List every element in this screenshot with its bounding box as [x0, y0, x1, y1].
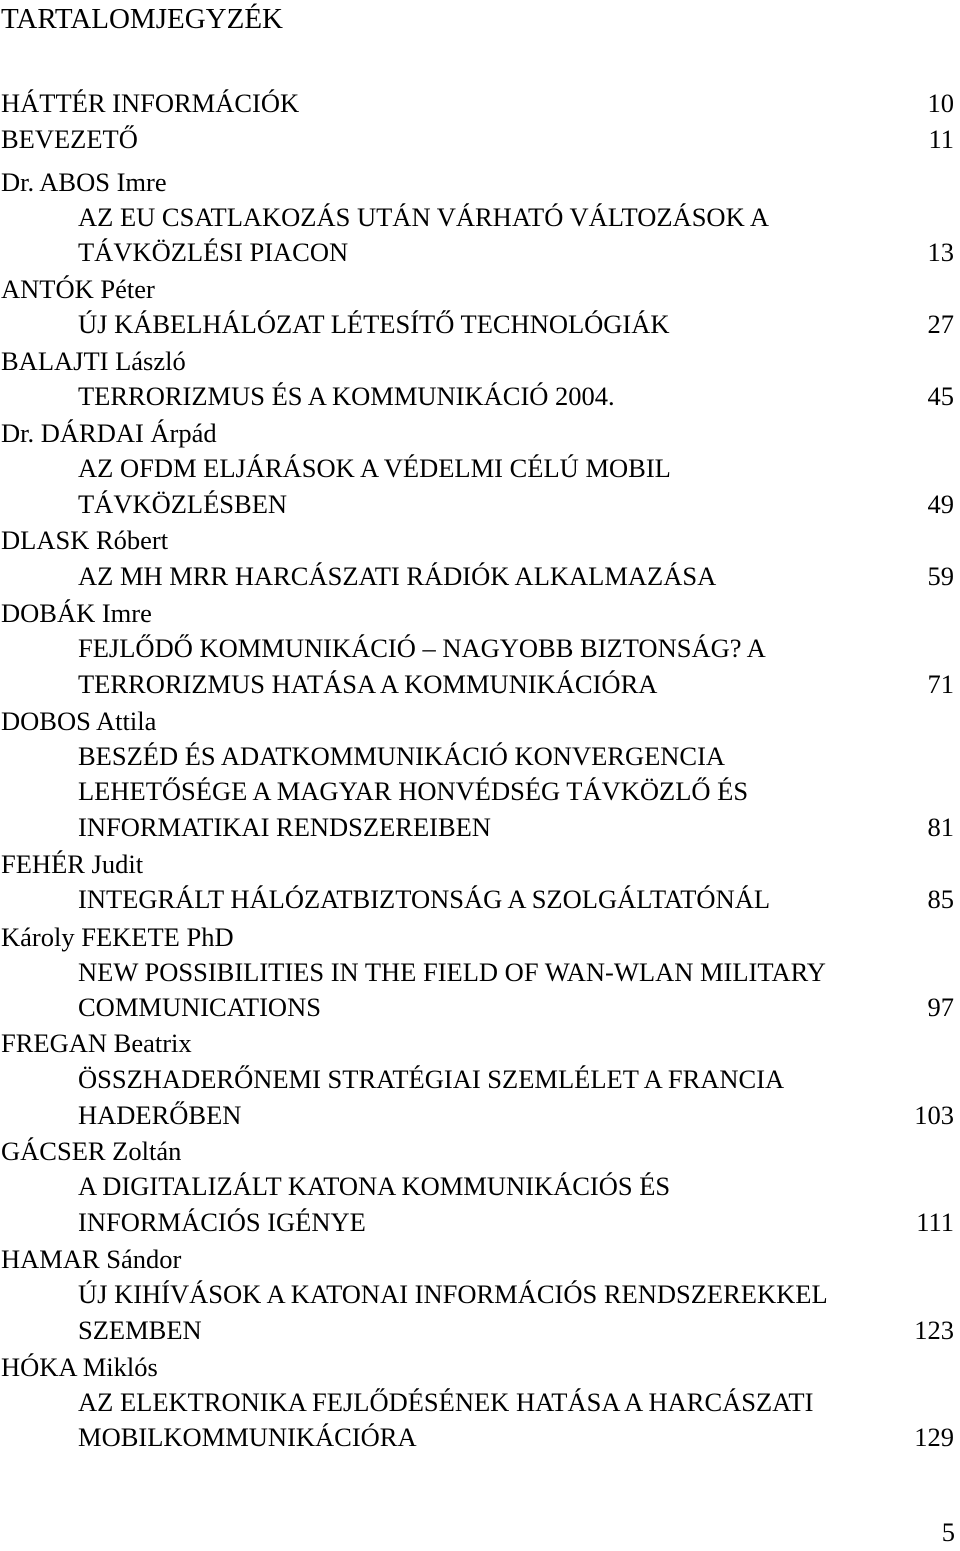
toc-page-number: 71	[927, 669, 954, 699]
toc-page-number: 111	[916, 1207, 954, 1237]
toc-page-number: 27	[927, 309, 954, 339]
toc-entry-title: TÁVKÖZLÉSBEN	[78, 489, 288, 519]
toc-entry-title: ÚJ KIHÍVÁSOK A KATONAI INFORMÁCIÓS RENDSZEREKKEL	[78, 1279, 828, 1309]
toc-author: Károly FEKETE PhD	[1, 922, 234, 952]
toc-author: GÁCSER Zoltán	[1, 1136, 182, 1166]
toc-entry-title: INFORMÁCIÓS IGÉNYE	[78, 1207, 366, 1237]
toc-entry-title: COMMUNICATIONS	[78, 992, 321, 1022]
toc-entry-title: A DIGITALIZÁLT KATONA KOMMUNIKÁCIÓS ÉS	[78, 1171, 671, 1201]
toc-entry-title: AZ OFDM ELJÁRÁSOK A VÉDELMI CÉLÚ MOBIL	[78, 453, 671, 483]
toc-page-number: 49	[927, 489, 954, 519]
toc-entry-title: TERRORIZMUS HATÁSA A KOMMUNIKÁCIÓRA	[78, 669, 658, 699]
toc-page-number: 85	[927, 884, 954, 914]
toc-page-number: 103	[914, 1100, 954, 1130]
toc-author: Dr. DÁRDAI Árpád	[1, 418, 217, 448]
toc-page-number: 10	[927, 88, 954, 118]
toc-entry-title: TERRORIZMUS ÉS A KOMMUNIKÁCIÓ 2004.	[78, 381, 615, 411]
toc-author: BEVEZETŐ	[1, 124, 138, 154]
toc-page-number: 45	[927, 381, 954, 411]
toc-entry-title: AZ EU CSATLAKOZÁS UTÁN VÁRHATÓ VÁLTOZÁSOK A	[78, 202, 770, 232]
toc-author: BALAJTI László	[1, 346, 186, 376]
toc-page-number: 97	[927, 992, 954, 1022]
toc-entry-title: INTEGRÁLT HÁLÓZATBIZTONSÁG A SZOLGÁLTATÓNÁL	[78, 884, 771, 914]
toc-author: ANTÓK Péter	[1, 274, 155, 304]
toc-entry-title: BESZÉD ÉS ADATKOMMUNIKÁCIÓ KONVERGENCIA	[78, 741, 726, 771]
toc-author: HAMAR Sándor	[1, 1244, 182, 1274]
toc-entry-title: HADERŐBEN	[78, 1100, 242, 1130]
page-title: TARTALOMJEGYZÉK	[1, 3, 283, 35]
toc-page-number: 59	[927, 561, 954, 591]
toc-entry-title: SZEMBEN	[78, 1315, 202, 1345]
toc-entry-title: INFORMATIKAI RENDSZEREIBEN	[78, 812, 491, 842]
toc-author: Dr. ABOS Imre	[1, 167, 167, 197]
toc-author: DOBOS Attila	[1, 706, 157, 736]
toc-page-number: 81	[927, 812, 954, 842]
toc-page-number: 123	[914, 1315, 954, 1345]
toc-page-number: 11	[928, 124, 954, 154]
toc-author: DLASK Róbert	[1, 525, 169, 555]
toc-author: DOBÁK Imre	[1, 598, 152, 628]
toc-author: FEHÉR Judit	[1, 849, 144, 879]
toc-entry-title: AZ MH MRR HARCÁSZATI RÁDIÓK ALKALMAZÁSA	[78, 561, 717, 591]
toc-author: HÁTTÉR INFORMÁCIÓK	[1, 88, 300, 118]
toc-entry-title: ÚJ KÁBELHÁLÓZAT LÉTESÍTŐ TECHNOLÓGIÁK	[78, 309, 670, 339]
toc-page-number: 13	[927, 237, 954, 267]
page-number: 5	[941, 1517, 955, 1547]
toc-entry-title: MOBILKOMMUNIKÁCIÓRA	[78, 1422, 417, 1452]
toc-entry-title: TÁVKÖZLÉSI PIACON	[78, 237, 349, 267]
toc-page-number: 129	[914, 1422, 954, 1452]
toc-author: HÓKA Miklós	[1, 1352, 158, 1382]
toc-entry-title: AZ ELEKTRONIKA FEJLŐDÉSÉNEK HATÁSA A HARCÁSZATI	[78, 1387, 814, 1417]
toc-entry-title: NEW POSSIBILITIES IN THE FIELD OF WAN-WLAN MILITARY	[78, 957, 826, 987]
toc-entry-title: FEJLŐDŐ KOMMUNIKÁCIÓ – NAGYOBB BIZTONSÁG? A	[78, 633, 766, 663]
toc-author: FREGAN Beatrix	[1, 1028, 192, 1058]
toc-entry-title: LEHETŐSÉGE A MAGYAR HONVÉDSÉG TÁVKÖZLŐ ÉS	[78, 776, 749, 806]
toc-entry-title: ÖSSZHADERŐNEMI STRATÉGIAI SZEMLÉLET A FRANCIA	[78, 1064, 785, 1094]
